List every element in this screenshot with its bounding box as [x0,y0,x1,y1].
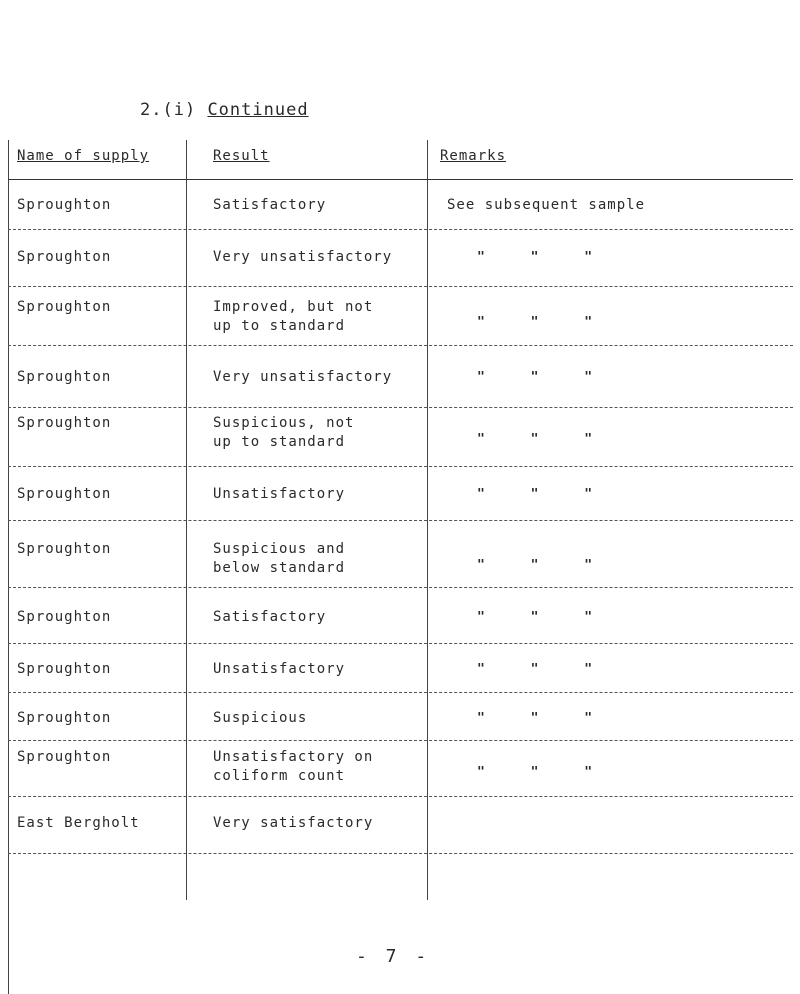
remarks-ditto-cell: " " " [477,432,594,447]
header-rule [8,179,793,180]
result-cell: Unsatisfactory [213,486,346,502]
section-heading-word: Continued [207,100,309,120]
supply-name-cell: Sproughton [17,249,112,265]
remarks-ditto-cell: " " " [477,765,594,780]
remarks-ditto-cell: " " " [477,662,594,677]
remarks-ditto-cell: " " " [477,610,594,625]
remarks-ditto-cell: " " " [477,711,594,726]
header-name-of-supply: Name of supply [17,148,150,164]
row-rule [8,345,793,346]
supply-name-cell: Sproughton [17,415,112,431]
result-cell: Very satisfactory [213,815,374,831]
row-rule [8,692,793,693]
result-cell: Unsatisfactory [213,661,346,677]
result-cell: Suspicious and below standard [213,541,346,576]
row-rule [8,740,793,741]
row-rule [8,587,793,588]
result-cell: Very unsatisfactory [213,249,393,265]
supply-name-cell: Sproughton [17,609,112,625]
supply-name-cell: Sproughton [17,369,112,385]
section-heading [140,100,309,120]
remarks-ditto-cell: " " " [477,487,594,502]
supply-name-cell: Sproughton [17,710,112,726]
remarks-ditto-cell: " " " [477,250,594,265]
section-number: 2.(i) [140,100,197,120]
remarks-ditto-cell: " " " [477,558,594,573]
remarks-ditto-cell: " " " [477,370,594,385]
result-cell: Satisfactory [213,197,327,213]
row-rule [8,286,793,287]
result-cell: Very unsatisfactory [213,369,393,385]
header-result: Result [213,148,270,164]
result-cell: Suspicious, not up to standard [213,415,355,450]
supply-name-cell: Sproughton [17,749,112,765]
row-rule [8,466,793,467]
remarks-cell: See subsequent sample [447,197,646,213]
remarks-ditto-cell: " " " [477,315,594,330]
row-rule [8,229,793,230]
left-margin-rule [8,140,9,994]
supply-name-cell: East Bergholt [17,815,140,831]
row-rule [8,643,793,644]
page-number: - 7 - [356,946,431,967]
supply-name-cell: Sproughton [17,486,112,502]
row-rule [8,520,793,521]
supply-name-cell: Sproughton [17,299,112,315]
result-cell: Suspicious [213,710,308,726]
result-cell: Improved, but not up to standard [213,299,374,334]
result-cell: Unsatisfactory on coliform count [213,749,374,784]
header-remarks: Remarks [440,148,507,164]
result-cell: Satisfactory [213,609,327,625]
row-rule [8,407,793,408]
supply-name-cell: Sproughton [17,541,112,557]
row-rule [8,796,793,797]
supply-name-cell: Sproughton [17,197,112,213]
supply-name-cell: Sproughton [17,661,112,677]
bottom-rule [8,853,793,854]
